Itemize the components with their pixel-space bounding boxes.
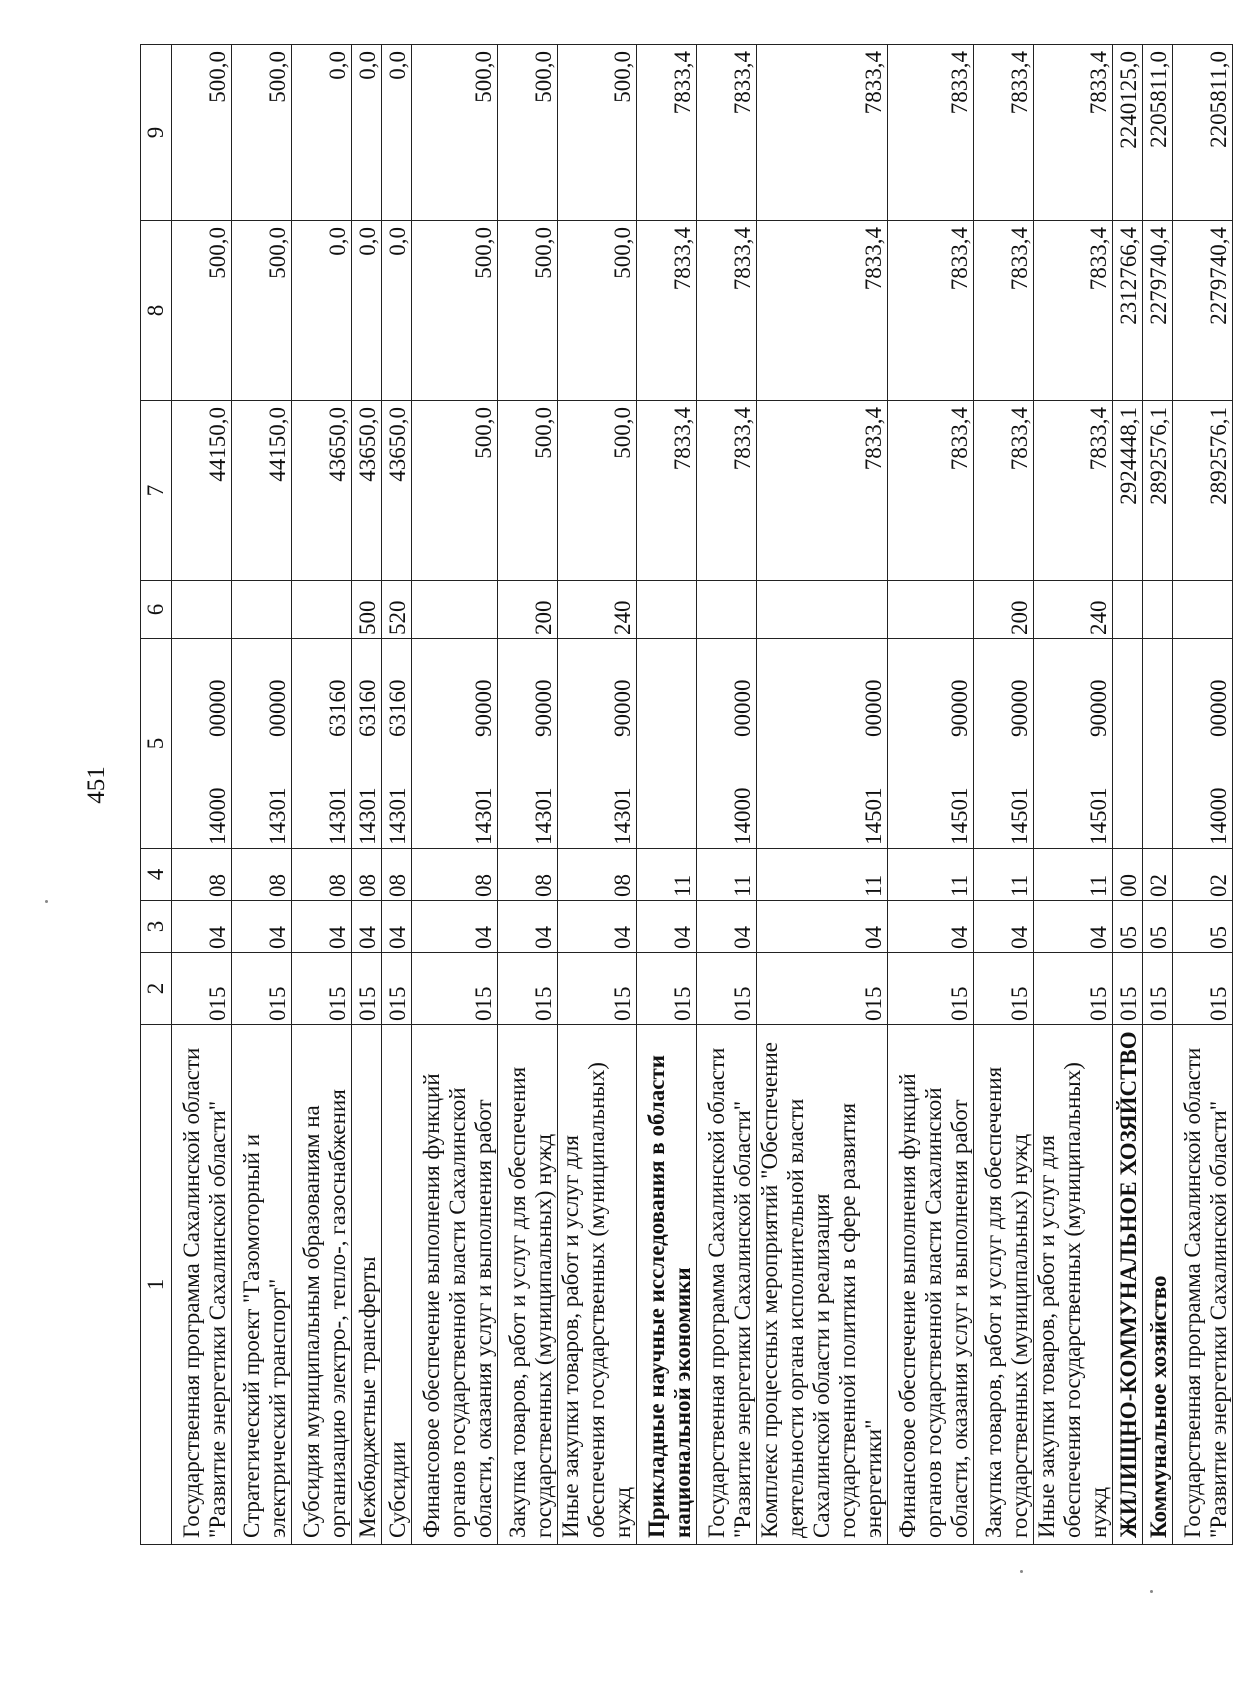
row-name: Прикладные научные исследования в области национальной экономики <box>637 1025 697 1545</box>
ministry-code: 015 <box>1113 953 1143 1025</box>
amount-year-1: 2892576,1 <box>1143 401 1173 581</box>
expense-type-code <box>1143 581 1173 639</box>
amount-year-2: 500,0 <box>498 221 558 401</box>
subsection-code: 11 <box>1034 849 1113 901</box>
expense-type-code <box>1113 581 1143 639</box>
row-name: Иные закупки товаров, работ и услуг для обеспечения государственных (муниципальных) нужд <box>558 1025 637 1545</box>
column-header: 7 <box>141 401 172 581</box>
table-row <box>1173 45 1233 1545</box>
program-code: 14301 <box>385 787 410 845</box>
table-row <box>637 45 697 1545</box>
subsection-code: 11 <box>888 849 974 901</box>
amount-year-3: 0,0 <box>352 45 382 221</box>
amount-year-3: 500,0 <box>172 45 232 221</box>
column-header: 4 <box>141 849 172 901</box>
row-name: Иные закупки товаров, работ и услуг для обеспечения государственных (муниципальных) нужд <box>1034 1025 1113 1545</box>
amount-year-1: 500,0 <box>412 401 498 581</box>
amount-year-3: 2205811,0 <box>1173 45 1233 221</box>
target-article-code <box>382 639 412 849</box>
amount-year-3: 0,0 <box>292 45 352 221</box>
subsection-code: 00 <box>1113 849 1143 901</box>
expense-type-code: 520 <box>382 581 412 639</box>
section-code: 05 <box>1113 901 1143 953</box>
amount-year-2: 500,0 <box>232 221 292 401</box>
row-name: Закупка товаров, работ и услуг для обеспечения государственных (муниципальных) нужд <box>498 1025 558 1545</box>
amount-year-2: 2312766,4 <box>1113 221 1143 401</box>
expense-type-code <box>757 581 888 639</box>
section-code: 04 <box>974 901 1034 953</box>
amount-year-3: 7833,4 <box>1034 45 1113 221</box>
program-code: 14000 <box>1206 787 1231 845</box>
expense-type-code <box>888 581 974 639</box>
target-article-code <box>1143 639 1173 849</box>
direction-code: 00000 <box>730 679 755 737</box>
program-code: 14501 <box>947 787 972 845</box>
target-article-code <box>232 639 292 849</box>
expense-type-code: 240 <box>1034 581 1113 639</box>
amount-year-1: 43650,0 <box>382 401 412 581</box>
table-row <box>697 45 757 1545</box>
amount-year-2: 500,0 <box>172 221 232 401</box>
amount-year-1: 500,0 <box>498 401 558 581</box>
ministry-code: 015 <box>1173 953 1233 1025</box>
section-code: 04 <box>757 901 888 953</box>
direction-code: 00000 <box>861 679 886 737</box>
row-name: Государственная программа Сахалинской области "Развитие энергетики Сахалинской области" <box>1173 1025 1233 1545</box>
subsection-code: 11 <box>974 849 1034 901</box>
ministry-code: 015 <box>757 953 888 1025</box>
subsection-code: 02 <box>1173 849 1233 901</box>
target-article-code <box>412 639 498 849</box>
program-code: 14301 <box>471 787 496 845</box>
amount-year-3: 7833,4 <box>637 45 697 221</box>
ministry-code: 015 <box>352 953 382 1025</box>
table-row <box>558 45 637 1545</box>
expense-type-code <box>292 581 352 639</box>
amount-year-1: 2924448,1 <box>1113 401 1143 581</box>
program-code: 14501 <box>1086 787 1111 845</box>
subsection-code: 08 <box>382 849 412 901</box>
table-row <box>498 45 558 1545</box>
section-code: 04 <box>232 901 292 953</box>
ministry-code: 015 <box>974 953 1034 1025</box>
column-header-row <box>141 45 172 1545</box>
expense-type-code <box>172 581 232 639</box>
page-number: 451 <box>83 766 110 804</box>
amount-year-2: 2279740,4 <box>1173 221 1233 401</box>
row-name: Коммунальное хозяйство <box>1143 1025 1173 1545</box>
target-article-code <box>558 639 637 849</box>
ministry-code: 015 <box>292 953 352 1025</box>
scan-speck <box>1150 1590 1153 1593</box>
table-row <box>352 45 382 1545</box>
direction-code: 90000 <box>610 679 635 737</box>
program-code: 14501 <box>861 787 886 845</box>
subsection-code: 08 <box>232 849 292 901</box>
column-header: 5 <box>141 639 172 849</box>
column-header: 1 <box>141 1025 172 1545</box>
table-row <box>757 45 888 1545</box>
amount-year-2: 0,0 <box>292 221 352 401</box>
section-code: 04 <box>498 901 558 953</box>
table-body <box>172 45 1233 1545</box>
column-header: 8 <box>141 221 172 401</box>
table-row <box>974 45 1034 1545</box>
direction-code: 00000 <box>265 679 290 737</box>
amount-year-1: 2892576,1 <box>1173 401 1233 581</box>
expense-type-code <box>232 581 292 639</box>
amount-year-2: 7833,4 <box>888 221 974 401</box>
amount-year-2: 500,0 <box>558 221 637 401</box>
section-code: 04 <box>697 901 757 953</box>
ministry-code: 015 <box>1034 953 1113 1025</box>
amount-year-2: 0,0 <box>352 221 382 401</box>
row-name: Комплекс процессных мероприятий "Обеспечение деятельности органа исполнительной власти Сахалинской области и реализация государственной политики в сфере развития энергетики" <box>757 1025 888 1545</box>
amount-year-2: 7833,4 <box>757 221 888 401</box>
target-article-code <box>637 639 697 849</box>
table-row <box>382 45 412 1545</box>
row-name: ЖИЛИЩНО-КОММУНАЛЬНОЕ ХОЗЯЙСТВО <box>1113 1025 1143 1545</box>
subsection-code: 08 <box>292 849 352 901</box>
row-name: Финансовое обеспечение выполнения функций органов государственной власти Сахалинской области, оказания услуг и выполнения работ <box>888 1025 974 1545</box>
column-header: 9 <box>141 45 172 221</box>
amount-year-2: 7833,4 <box>974 221 1034 401</box>
section-code: 04 <box>412 901 498 953</box>
subsection-code: 11 <box>697 849 757 901</box>
expense-type-code: 240 <box>558 581 637 639</box>
target-article-code <box>1113 639 1143 849</box>
ministry-code: 015 <box>232 953 292 1025</box>
amount-year-3: 7833,4 <box>974 45 1034 221</box>
target-article-code <box>1034 639 1113 849</box>
expense-type-code: 200 <box>974 581 1034 639</box>
expense-type-code <box>412 581 498 639</box>
program-code: 14301 <box>325 787 350 845</box>
ministry-code: 015 <box>172 953 232 1025</box>
subsection-code: 02 <box>1143 849 1173 901</box>
row-name: Государственная программа Сахалинской области "Развитие энергетики Сахалинской области" <box>172 1025 232 1545</box>
section-code: 04 <box>637 901 697 953</box>
amount-year-1: 7833,4 <box>757 401 888 581</box>
rotated-page-content <box>140 45 1231 1545</box>
amount-year-3: 500,0 <box>498 45 558 221</box>
section-code: 05 <box>1143 901 1173 953</box>
program-code: 14000 <box>205 787 230 845</box>
row-name: Стратегический проект "Газомоторный и электрический транспорт" <box>232 1025 292 1545</box>
section-code: 04 <box>558 901 637 953</box>
direction-code: 90000 <box>471 679 496 737</box>
program-code: 14501 <box>1007 787 1032 845</box>
target-article-code <box>498 639 558 849</box>
direction-code: 00000 <box>1206 679 1231 737</box>
direction-code: 90000 <box>531 679 556 737</box>
target-article-code <box>1173 639 1233 849</box>
target-article-code <box>292 639 352 849</box>
ministry-code: 015 <box>412 953 498 1025</box>
amount-year-2: 7833,4 <box>697 221 757 401</box>
program-code: 14301 <box>355 787 380 845</box>
section-code: 04 <box>352 901 382 953</box>
section-code: 04 <box>888 901 974 953</box>
ministry-code: 015 <box>888 953 974 1025</box>
amount-year-3: 7833,4 <box>888 45 974 221</box>
amount-year-1: 43650,0 <box>352 401 382 581</box>
amount-year-3: 2205811,0 <box>1143 45 1173 221</box>
direction-code: 00000 <box>205 679 230 737</box>
expense-type-code: 500 <box>352 581 382 639</box>
amount-year-2: 500,0 <box>412 221 498 401</box>
direction-code: 63160 <box>385 679 410 737</box>
target-article-code <box>352 639 382 849</box>
table-row <box>1143 45 1173 1545</box>
column-header: 6 <box>141 581 172 639</box>
row-name: Межбюджетные трансферты <box>352 1025 382 1545</box>
amount-year-1: 7833,4 <box>888 401 974 581</box>
amount-year-1: 7833,4 <box>697 401 757 581</box>
subsection-code: 11 <box>637 849 697 901</box>
scan-speck <box>45 900 48 903</box>
table-row <box>888 45 974 1545</box>
target-article-code <box>697 639 757 849</box>
ministry-code: 015 <box>1143 953 1173 1025</box>
scan-speck <box>1020 1570 1023 1573</box>
table-row <box>172 45 232 1545</box>
direction-code: 63160 <box>325 679 350 737</box>
amount-year-2: 2279740,4 <box>1143 221 1173 401</box>
table-row <box>1034 45 1113 1545</box>
table-row <box>412 45 498 1545</box>
ministry-code: 015 <box>637 953 697 1025</box>
row-name: Субсидия муниципальным образованиям на организацию электро-, тепло-, газоснабжения <box>292 1025 352 1545</box>
amount-year-3: 500,0 <box>412 45 498 221</box>
program-code: 14301 <box>610 787 635 845</box>
column-header: 2 <box>141 953 172 1025</box>
amount-year-1: 44150,0 <box>232 401 292 581</box>
row-name: Субсидии <box>382 1025 412 1545</box>
program-code: 14000 <box>730 787 755 845</box>
row-name: Закупка товаров, работ и услуг для обеспечения государственных (муниципальных) нужд <box>974 1025 1034 1545</box>
direction-code: 90000 <box>947 679 972 737</box>
amount-year-2: 7833,4 <box>1034 221 1113 401</box>
amount-year-2: 7833,4 <box>637 221 697 401</box>
direction-code: 90000 <box>1086 679 1111 737</box>
amount-year-1: 7833,4 <box>974 401 1034 581</box>
ministry-code: 015 <box>697 953 757 1025</box>
expense-type-code <box>637 581 697 639</box>
amount-year-3: 500,0 <box>558 45 637 221</box>
subsection-code: 08 <box>412 849 498 901</box>
amount-year-2: 0,0 <box>382 221 412 401</box>
subsection-code: 11 <box>757 849 888 901</box>
expense-type-code <box>697 581 757 639</box>
column-header: 3 <box>141 901 172 953</box>
expense-type-code: 200 <box>498 581 558 639</box>
amount-year-1: 500,0 <box>558 401 637 581</box>
target-article-code <box>757 639 888 849</box>
amount-year-1: 7833,4 <box>1034 401 1113 581</box>
table-row <box>232 45 292 1545</box>
section-code: 05 <box>1173 901 1233 953</box>
amount-year-1: 44150,0 <box>172 401 232 581</box>
table-row <box>1113 45 1143 1545</box>
amount-year-3: 7833,4 <box>757 45 888 221</box>
direction-code: 63160 <box>355 679 380 737</box>
ministry-code: 015 <box>498 953 558 1025</box>
subsection-code: 08 <box>172 849 232 901</box>
table-row <box>292 45 352 1545</box>
amount-year-3: 7833,4 <box>697 45 757 221</box>
ministry-code: 015 <box>382 953 412 1025</box>
section-code: 04 <box>292 901 352 953</box>
program-code: 14301 <box>531 787 556 845</box>
target-article-code <box>888 639 974 849</box>
row-name: Финансовое обеспечение выполнения функций органов государственной власти Сахалинской области, оказания услуг и выполнения работ <box>412 1025 498 1545</box>
section-code: 04 <box>382 901 412 953</box>
row-name: Государственная программа Сахалинской области "Развитие энергетики Сахалинской области" <box>697 1025 757 1545</box>
amount-year-1: 7833,4 <box>637 401 697 581</box>
budget-table <box>140 44 1233 1545</box>
section-code: 04 <box>172 901 232 953</box>
subsection-code: 08 <box>352 849 382 901</box>
amount-year-3: 2240125,0 <box>1113 45 1143 221</box>
subsection-code: 08 <box>498 849 558 901</box>
direction-code: 90000 <box>1007 679 1032 737</box>
section-code: 04 <box>1034 901 1113 953</box>
amount-year-3: 0,0 <box>382 45 412 221</box>
amount-year-1: 43650,0 <box>292 401 352 581</box>
subsection-code: 08 <box>558 849 637 901</box>
expense-type-code <box>1173 581 1233 639</box>
ministry-code: 015 <box>558 953 637 1025</box>
amount-year-3: 500,0 <box>232 45 292 221</box>
program-code: 14301 <box>265 787 290 845</box>
target-article-code <box>172 639 232 849</box>
target-article-code <box>974 639 1034 849</box>
